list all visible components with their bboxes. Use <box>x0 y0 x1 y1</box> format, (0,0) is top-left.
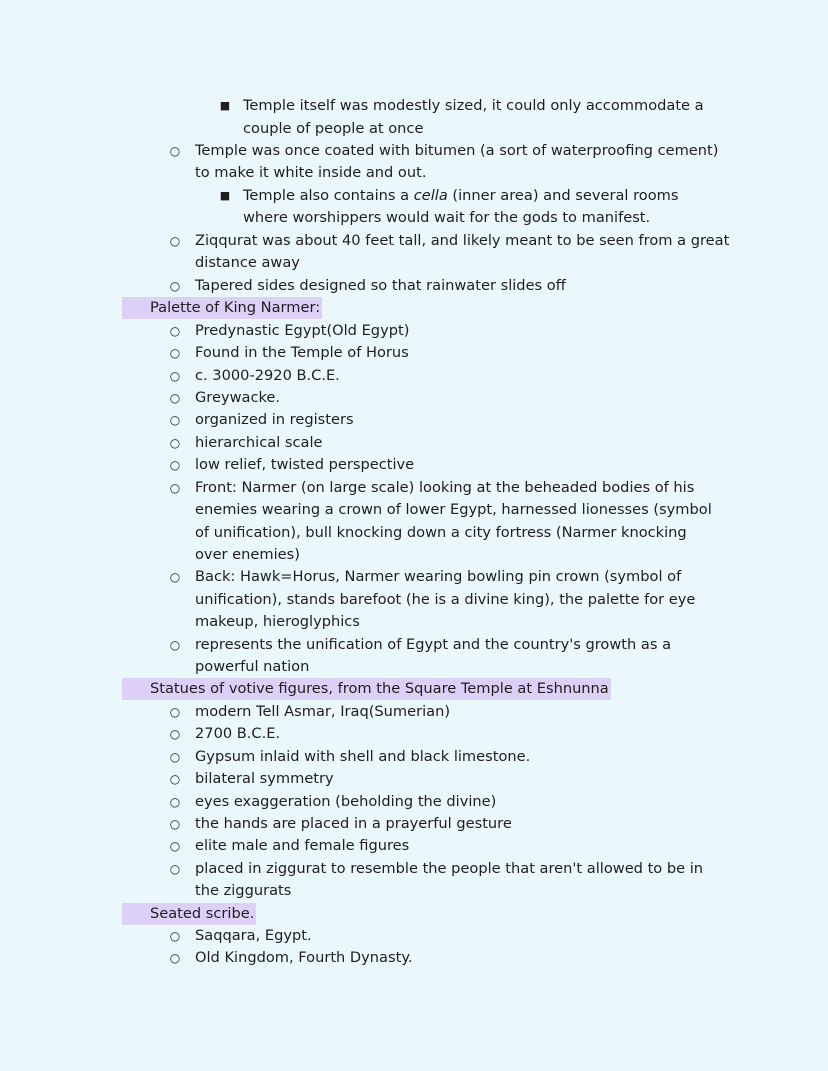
note-line: organized in registers <box>195 411 354 428</box>
section-heading-votive: Statues of votive figures, from the Square Temple at Eshnunna <box>122 678 611 700</box>
note-line: distance away <box>195 254 300 271</box>
note-line: Tapered sides designed so that rainwater slides off <box>195 277 566 294</box>
note-line: c. 3000-2920 B.C.E. <box>195 367 340 384</box>
note-line: Saqqara, Egypt. <box>195 927 312 944</box>
note-line: placed in ziggurat to resemble the people that aren't allowed to be in <box>195 860 704 877</box>
note-line: Greywacke. <box>195 389 281 406</box>
note-line: Old Kingdom, Fourth Dynasty. <box>195 949 413 966</box>
square-bullet-icon: ■ <box>219 189 231 202</box>
note-line: Ziqqurat was about 40 feet tall, and likely meant to be seen from a great <box>195 232 730 249</box>
note-line: powerful nation <box>195 658 310 675</box>
note-line: couple of people at once <box>243 120 424 137</box>
circle-bullet-icon: ○ <box>169 727 181 741</box>
note-line: modern Tell Asmar, Iraq(Sumerian) <box>195 703 451 720</box>
section-heading-palette: Palette of King Narmer: <box>122 297 322 319</box>
note-line: the ziggurats <box>195 882 292 899</box>
circle-bullet-icon: ○ <box>169 862 181 876</box>
note-line: eyes exaggeration (beholding the divine) <box>195 793 497 810</box>
circle-bullet-icon: ○ <box>169 279 181 293</box>
square-bullet-icon: ■ <box>219 99 231 112</box>
circle-bullet-icon: ○ <box>169 705 181 719</box>
note-line: makeup, hieroglyphics <box>195 613 360 630</box>
note-line <box>243 185 678 207</box>
circle-bullet-icon: ○ <box>169 324 181 338</box>
circle-bullet-icon: ○ <box>169 391 181 405</box>
note-line: 2700 B.C.E. <box>195 725 281 742</box>
circle-bullet-icon: ○ <box>169 750 181 764</box>
note-line: represents the unification of Egypt and the country's growth as a <box>195 636 672 653</box>
note-line: of unification), bull knocking down a city fortress (Narmer knocking <box>195 524 687 541</box>
note-line: low relief, twisted perspective <box>195 456 415 473</box>
circle-bullet-icon: ○ <box>169 369 181 383</box>
note-line: elite male and female figures <box>195 837 410 854</box>
circle-bullet-icon: ○ <box>169 929 181 943</box>
section-heading-scribe: Seated scribe. <box>122 903 256 925</box>
circle-bullet-icon: ○ <box>169 570 181 584</box>
note-line: to make it white inside and out. <box>195 164 427 181</box>
circle-bullet-icon: ○ <box>169 413 181 427</box>
note-line: unification), stands barefoot (he is a divine king), the palette for eye <box>195 591 696 608</box>
note-line: Temple itself was modestly sized, it could only accommodate a <box>243 97 704 114</box>
circle-bullet-icon: ○ <box>169 346 181 360</box>
circle-bullet-icon: ○ <box>169 144 181 158</box>
note-line: bilateral symmetry <box>195 770 334 787</box>
note-line: Gypsum inlaid with shell and black limestone. <box>195 748 531 765</box>
note-line: over enemies) <box>195 546 300 563</box>
circle-bullet-icon: ○ <box>169 951 181 965</box>
note-line: the hands are placed in a prayerful gesture <box>195 815 512 832</box>
note-line: where worshippers would wait for the gods to manifest. <box>243 209 651 226</box>
note-text: Temple also contains a <box>243 187 414 204</box>
note-text: (inner area) and several rooms <box>447 187 679 204</box>
note-line: hierarchical scale <box>195 434 323 451</box>
circle-bullet-icon: ○ <box>169 638 181 652</box>
circle-bullet-icon: ○ <box>169 481 181 495</box>
circle-bullet-icon: ○ <box>169 458 181 472</box>
note-line: Front: Narmer (on large scale) looking at the beheaded bodies of his <box>195 479 695 496</box>
circle-bullet-icon: ○ <box>169 436 181 450</box>
circle-bullet-icon: ○ <box>169 795 181 809</box>
note-line: enemies wearing a crown of lower Egypt, harnessed lionesses (symbol <box>195 501 712 518</box>
circle-bullet-icon: ○ <box>169 772 181 786</box>
circle-bullet-icon: ○ <box>169 234 181 248</box>
circle-bullet-icon: ○ <box>169 839 181 853</box>
note-line: Back: Hawk=Horus, Narmer wearing bowling pin crown (symbol of <box>195 568 682 585</box>
note-line: Temple was once coated with bitumen (a sort of waterproofing cement) <box>195 142 719 159</box>
note-line: Found in the Temple of Horus <box>195 344 409 361</box>
circle-bullet-icon: ○ <box>169 817 181 831</box>
cella-term: cella <box>413 187 448 204</box>
note-line: Predynastic Egypt(Old Egypt) <box>195 322 410 339</box>
